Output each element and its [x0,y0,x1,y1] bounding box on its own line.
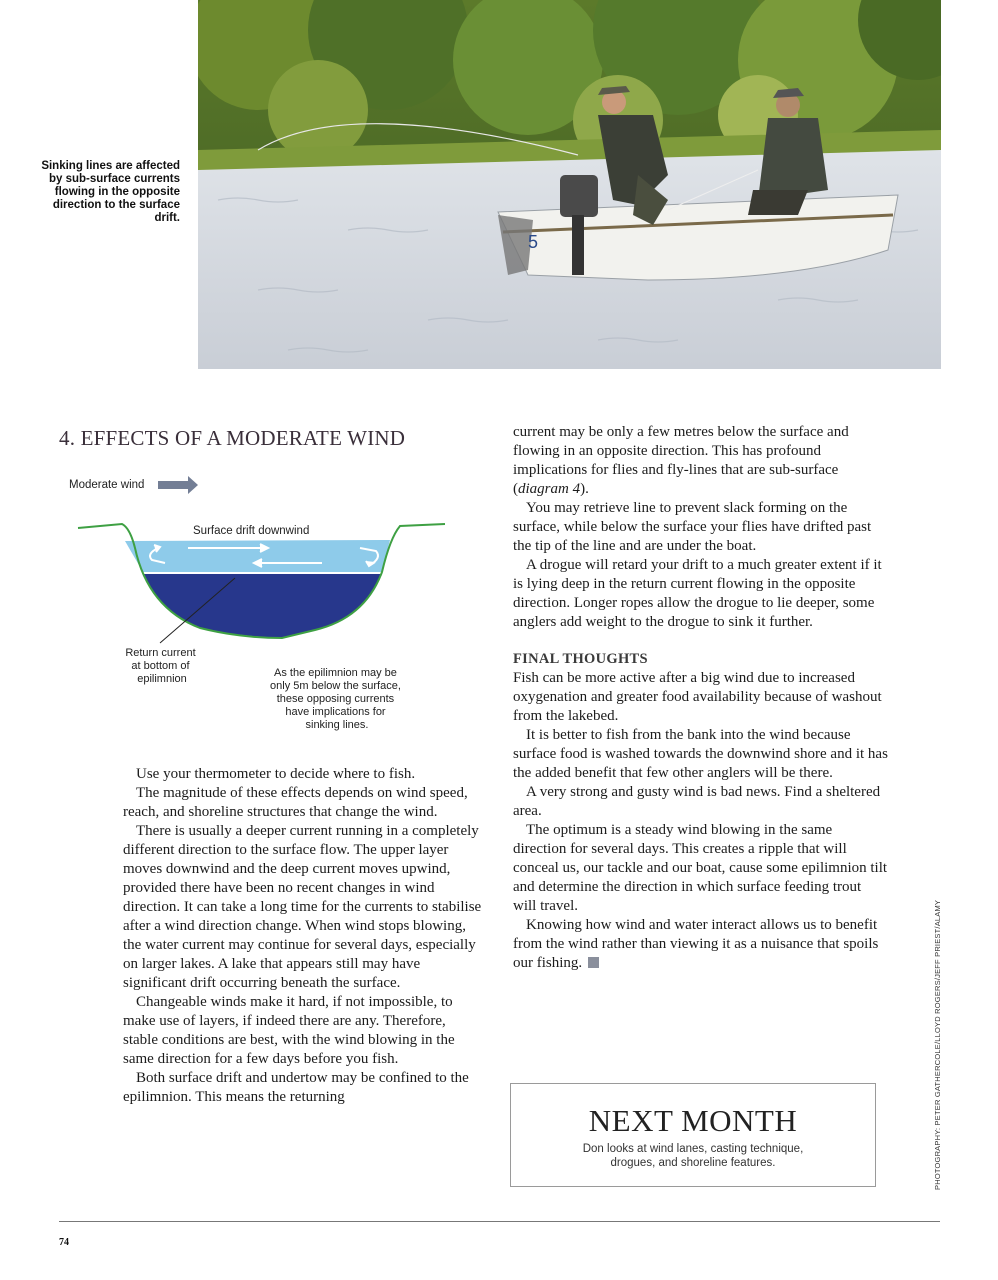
epilimnion-note: As the epilimnion may be only 5m below the surface, these opposing currents have implications for sinking lines. [270,667,401,731]
photo-caption: Sinking lines are affected by sub-surface currents flowing in the opposite direction to the surface drift. [41,160,180,224]
paragraph: There is usually a deeper current running in a completely different direction to the surface flow. The upper layer moves downwind and the deep current moves upwind, provided there have been no recent changes in wind direction. It can take a long time for the currents to stabilise after a wind direction change. When wind stops blowing, the water current may continue for several days, especially on larger lakes. A lake that appears still may have significant drift occurring beneath the surface. [123,823,482,991]
paragraph: Both surface drift and undertow may be confined to the epilimnion. This means the returning [123,1070,469,1105]
wind-diagram [60,468,480,758]
paragraph: Fish can be more active after a big wind due to increased oxygenation and greater food availability because of washout from the lakebed. [513,670,882,724]
paragraph: It is better to fish from the bank into the wind because surface food is washed towards the downwind shore and it has the added benefit that few other anglers will be there. [513,727,888,781]
surface-drift-label: Surface drift downwind [193,525,310,537]
deep-water-layer [144,574,381,638]
page-number: 74 [59,1237,69,1248]
surface-water-layer [125,540,390,572]
body-column-right [513,423,888,973]
paragraph: Changeable winds make it hard, if not impossible, to make use of layers, if indeed there are any. Therefore, stable conditions are best, with the wind blowing in the same direction for a few days before you fish. [123,994,455,1067]
paragraph: A very strong and gusty wind is bad news. Find a sheltered area. [513,784,881,819]
boat-number: 5 [528,232,539,252]
wind-arrow-icon [158,476,198,494]
lake-cross-section [60,468,480,758]
paragraph: Use your thermometer to decide where to fish. [136,766,416,782]
final-thoughts-subheading: FINAL THOUGHTS [513,651,648,667]
paragraph-final: Knowing how wind and water interact allows us to benefit from the wind rather than viewing it as a nuisance that spoils our fishing. [513,917,879,971]
fishing-boat-photo [198,0,941,369]
paragraph: You may retrieve line to prevent slack forming on the surface, while below the surface your flies have drifted past the tip of the line and are under the boat. [513,500,872,554]
body-column-left [123,765,483,1107]
wind-label: Moderate wind [69,479,145,491]
paragraph: The optimum is a steady wind blowing in the same direction for several days. This creates a ripple that will conceal us, our tackle and our boat, cause some epilimnion tilt and determine the direction in which surface feeding trout will travel. [513,822,888,914]
paragraph: A drogue will retard your drift to a much greater extent if it is lying deep in the return current flowing in the opposite direction. Longer ropes allow the drogue to lie deeper, some anglers add weight to the drogue to sink it further. [513,557,882,630]
section-heading: 4. EFFECTS OF A MODERATE WIND [59,426,406,450]
photo-credit: PHOTOGRAPHY: PETER GATHERCOLE/LLOYD ROGERS/JEFF PRIEST/ALAMY [933,899,942,1190]
paragraph: The magnitude of these effects depends on wind speed, reach, and shoreline structures that change the wind. [123,785,468,820]
end-mark-icon [588,957,599,968]
paragraph-continuation: current may be only a few metres below the surface and flowing in an opposite direction. This has profound implications for flies and fly-lines that are sub-surface (diagram 4). [513,424,849,497]
next-month-title: NEXT MONTH [588,1103,798,1138]
next-month-text: Don looks at wind lanes, casting technique, drogues, and shoreline features. [582,1143,804,1169]
return-current-label: Return current at bottom of epilimnion [125,647,196,685]
footer-rule [59,1221,940,1222]
next-month-box [510,1083,876,1187]
photo-illustration [198,0,941,369]
